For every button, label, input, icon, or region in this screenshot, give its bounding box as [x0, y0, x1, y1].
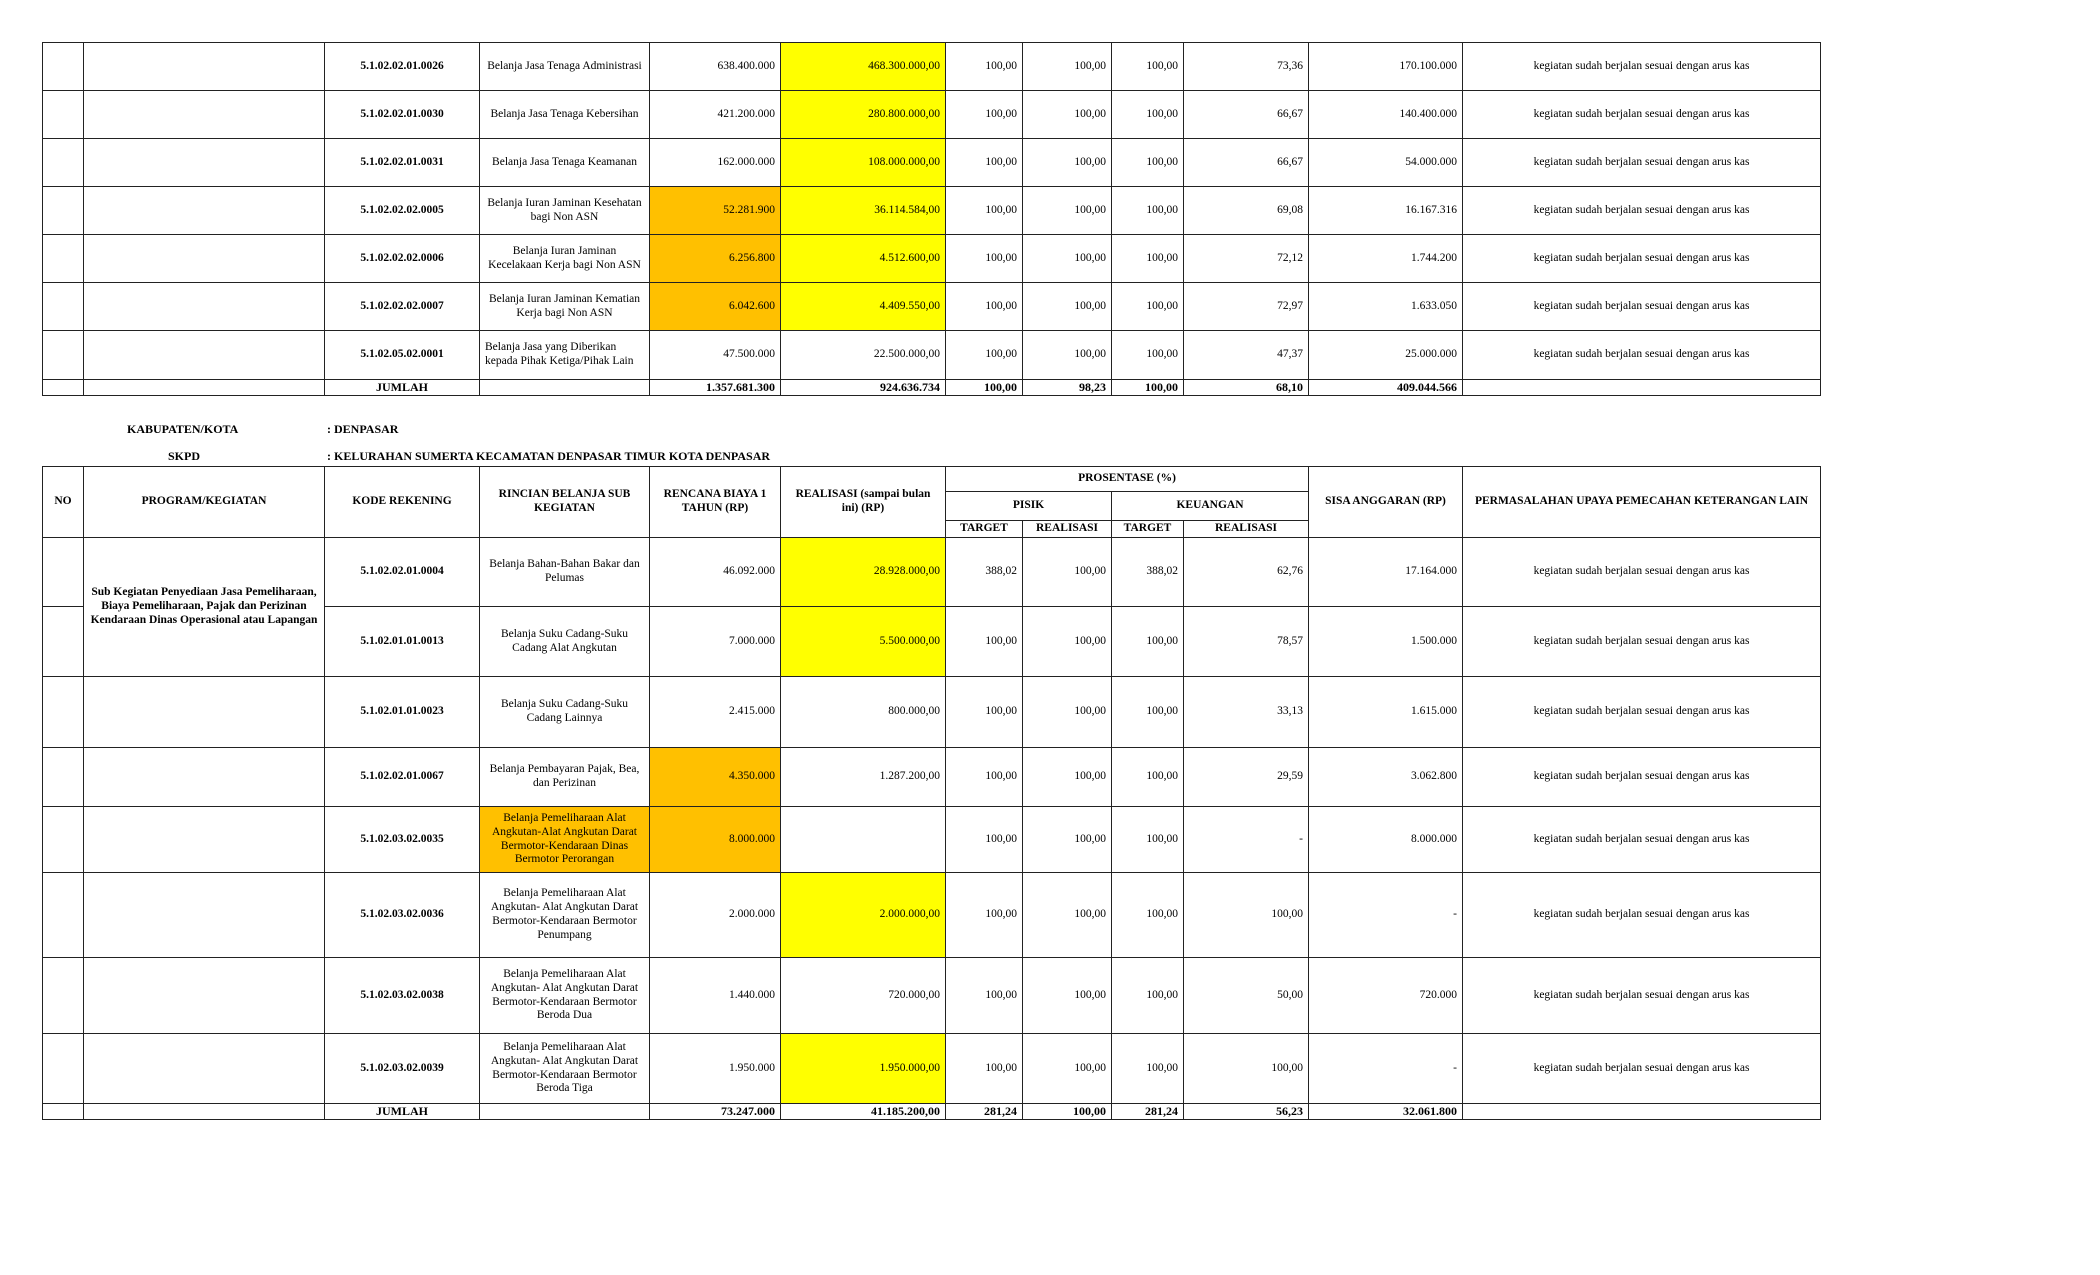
pisik-realisasi: 100,00	[1023, 607, 1112, 677]
keuangan-target: 100,00	[1112, 43, 1184, 91]
kode-rekening: 5.1.02.03.02.0035	[325, 807, 480, 873]
program-kegiatan-empty	[84, 677, 325, 748]
row-no-cell	[43, 235, 84, 283]
pisik-realisasi: 100,00	[1023, 91, 1112, 139]
header-keuangan: KEUANGAN	[1112, 492, 1309, 521]
kode-rekening: 5.1.02.03.02.0039	[325, 1034, 480, 1104]
program-kegiatan-empty	[84, 139, 325, 187]
rencana-biaya: 421.200.000	[650, 91, 781, 139]
sisa-anggaran: 720.000	[1309, 958, 1463, 1034]
skpd-label: SKPD	[168, 449, 201, 463]
kode-rekening: 5.1.02.02.01.0026	[325, 43, 480, 91]
rencana-biaya: 52.281.900	[650, 187, 781, 235]
pisik-realisasi: 100,00	[1023, 677, 1112, 748]
program-kegiatan-empty	[84, 43, 325, 91]
row-no-cell	[43, 43, 84, 91]
keuangan-realisasi: 29,59	[1184, 748, 1309, 807]
pisik-realisasi: 100,00	[1023, 139, 1112, 187]
rencana-biaya: 638.400.000	[650, 43, 781, 91]
pisik-target: 100,00	[946, 187, 1023, 235]
keterangan: kegiatan sudah berjalan sesuai dengan arus kas	[1463, 958, 1821, 1034]
sisa-anggaran: -	[1309, 1034, 1463, 1104]
row-no-cell	[43, 873, 84, 958]
total-no-cell	[43, 1104, 84, 1120]
rencana-biaya: 162.000.000	[650, 139, 781, 187]
kode-rekening: 5.1.02.03.02.0036	[325, 873, 480, 958]
budget-table-1	[42, 42, 1821, 396]
table-row	[43, 91, 1821, 139]
keuangan-realisasi: 72,12	[1184, 235, 1309, 283]
realisasi-rp	[781, 807, 946, 873]
keterangan: kegiatan sudah berjalan sesuai dengan arus kas	[1463, 139, 1821, 187]
table-row	[43, 187, 1821, 235]
keuangan-realisasi: 62,76	[1184, 538, 1309, 607]
rincian-belanja: Belanja Jasa Tenaga Kebersihan	[480, 91, 650, 139]
header-program: PROGRAM/KEGIATAN	[84, 467, 325, 538]
program-kegiatan: Sub Kegiatan Penyediaan Jasa Pemeliharaan, Biaya Pemeliharaan, Pajak dan Perizinan Kendaraan Dinas Operasional atau Lapangan	[84, 538, 325, 677]
pisik-target: 100,00	[946, 235, 1023, 283]
realisasi-rp: 28.928.000,00	[781, 538, 946, 607]
sisa-anggaran: 17.164.000	[1309, 538, 1463, 607]
keuangan-realisasi: 66,67	[1184, 139, 1309, 187]
total-row	[43, 380, 1821, 396]
rincian-belanja: Belanja Pemeliharaan Alat Angkutan- Alat Angkutan Darat Bermotor-Kendaraan Bermotor Beroda Tiga	[480, 1034, 650, 1104]
total-sisa: 409.044.566	[1309, 380, 1463, 396]
pisik-target: 100,00	[946, 283, 1023, 331]
keuangan-target: 100,00	[1112, 748, 1184, 807]
realisasi-rp: 4.512.600,00	[781, 235, 946, 283]
program-kegiatan-empty	[84, 235, 325, 283]
keuangan-realisasi: 100,00	[1184, 1034, 1309, 1104]
realisasi-rp: 4.409.550,00	[781, 283, 946, 331]
pisik-realisasi: 100,00	[1023, 235, 1112, 283]
realisasi-rp: 22.500.000,00	[781, 331, 946, 380]
header-no: NO	[43, 467, 84, 538]
keuangan-realisasi: 33,13	[1184, 677, 1309, 748]
realisasi-rp: 800.000,00	[781, 677, 946, 748]
table-row	[43, 43, 1821, 91]
sisa-anggaran: 25.000.000	[1309, 331, 1463, 380]
pisik-target: 100,00	[946, 748, 1023, 807]
pisik-target: 100,00	[946, 139, 1023, 187]
rencana-biaya: 7.000.000	[650, 607, 781, 677]
pisik-target: 100,00	[946, 607, 1023, 677]
row-no-cell	[43, 1034, 84, 1104]
keuangan-realisasi: 69,08	[1184, 187, 1309, 235]
total-keu-realisasi: 68,10	[1184, 380, 1309, 396]
table-row	[43, 283, 1821, 331]
total-pisik-target: 281,24	[946, 1104, 1023, 1120]
kode-rekening: 5.1.02.02.02.0007	[325, 283, 480, 331]
total-keterangan-cell	[1463, 380, 1821, 396]
rincian-belanja: Belanja Jasa yang Diberikan kepada Pihak Ketiga/Pihak Lain	[480, 331, 650, 380]
table-row	[43, 235, 1821, 283]
sisa-anggaran: 8.000.000	[1309, 807, 1463, 873]
rincian-belanja: Belanja Iuran Jaminan Kecelakaan Kerja bagi Non ASN	[480, 235, 650, 283]
realisasi-rp: 1.287.200,00	[781, 748, 946, 807]
keuangan-target: 100,00	[1112, 1034, 1184, 1104]
row-no-cell	[43, 91, 84, 139]
skpd-value: : KELURAHAN SUMERTA KECAMATAN DENPASAR TIMUR KOTA DENPASAR	[327, 449, 771, 463]
kode-rekening: 5.1.02.01.01.0023	[325, 677, 480, 748]
sisa-anggaran: 1.633.050	[1309, 283, 1463, 331]
table-row	[43, 748, 1821, 807]
program-kegiatan-empty	[84, 91, 325, 139]
kode-rekening: 5.1.02.05.02.0001	[325, 331, 480, 380]
keuangan-realisasi: 72,97	[1184, 283, 1309, 331]
row-no-cell	[43, 677, 84, 748]
rencana-biaya: 4.350.000	[650, 748, 781, 807]
rincian-belanja: Belanja Jasa Tenaga Keamanan	[480, 139, 650, 187]
header-rincian: RINCIAN BELANJA SUB KEGIATAN	[480, 467, 650, 538]
program-kegiatan-empty	[84, 331, 325, 380]
rencana-biaya: 6.042.600	[650, 283, 781, 331]
total-pisik-realisasi: 98,23	[1023, 380, 1112, 396]
keuangan-realisasi: 66,67	[1184, 91, 1309, 139]
keuangan-realisasi: 73,36	[1184, 43, 1309, 91]
keuangan-target: 100,00	[1112, 958, 1184, 1034]
total-rincian-cell	[480, 380, 650, 396]
rincian-belanja: Belanja Bahan-Bahan Bakar dan Pelumas	[480, 538, 650, 607]
rencana-biaya: 6.256.800	[650, 235, 781, 283]
keterangan: kegiatan sudah berjalan sesuai dengan arus kas	[1463, 538, 1821, 607]
header-keterangan: PERMASALAHAN UPAYA PEMECAHAN KETERANGAN LAIN	[1463, 467, 1821, 538]
pisik-target: 100,00	[946, 958, 1023, 1034]
pisik-realisasi: 100,00	[1023, 283, 1112, 331]
table-row	[43, 139, 1821, 187]
realisasi-rp: 280.800.000,00	[781, 91, 946, 139]
keterangan: kegiatan sudah berjalan sesuai dengan arus kas	[1463, 607, 1821, 677]
rincian-belanja: Belanja Iuran Jaminan Kesehatan bagi Non ASN	[480, 187, 650, 235]
kode-rekening: 5.1.02.02.02.0006	[325, 235, 480, 283]
keuangan-target: 100,00	[1112, 91, 1184, 139]
pisik-target: 100,00	[946, 331, 1023, 380]
table-row	[43, 677, 1821, 748]
pisik-realisasi: 100,00	[1023, 873, 1112, 958]
keterangan: kegiatan sudah berjalan sesuai dengan arus kas	[1463, 187, 1821, 235]
budget-table-2	[42, 466, 1821, 1120]
table-row	[43, 538, 1821, 607]
kode-rekening: 5.1.02.02.02.0005	[325, 187, 480, 235]
row-no-cell	[43, 807, 84, 873]
total-label: JUMLAH	[325, 1104, 480, 1120]
pisik-target: 100,00	[946, 677, 1023, 748]
rencana-biaya: 2.415.000	[650, 677, 781, 748]
keuangan-realisasi: 50,00	[1184, 958, 1309, 1034]
pisik-realisasi: 100,00	[1023, 538, 1112, 607]
rencana-biaya: 46.092.000	[650, 538, 781, 607]
keuangan-target: 100,00	[1112, 139, 1184, 187]
row-no-cell	[43, 607, 84, 677]
keuangan-target: 100,00	[1112, 677, 1184, 748]
row-no-cell	[43, 139, 84, 187]
pisik-target: 100,00	[946, 91, 1023, 139]
total-pisik-target: 100,00	[946, 380, 1023, 396]
keuangan-target: 100,00	[1112, 607, 1184, 677]
row-no-cell	[43, 958, 84, 1034]
header-pisik-target: TARGET	[946, 521, 1023, 538]
pisik-realisasi: 100,00	[1023, 43, 1112, 91]
total-program-cell	[84, 380, 325, 396]
kode-rekening: 5.1.02.03.02.0038	[325, 958, 480, 1034]
header-keu-realisasi: REALISASI	[1184, 521, 1309, 538]
realisasi-rp: 5.500.000,00	[781, 607, 946, 677]
table-row	[43, 807, 1821, 873]
table-row	[43, 331, 1821, 380]
keterangan: kegiatan sudah berjalan sesuai dengan arus kas	[1463, 91, 1821, 139]
header-sisa: SISA ANGGARAN (RP)	[1309, 467, 1463, 538]
kode-rekening: 5.1.02.02.01.0031	[325, 139, 480, 187]
pisik-target: 388,02	[946, 538, 1023, 607]
total-rincian-cell	[480, 1104, 650, 1120]
rincian-belanja: Belanja Pembayaran Pajak, Bea, dan Perizinan	[480, 748, 650, 807]
keterangan: kegiatan sudah berjalan sesuai dengan arus kas	[1463, 873, 1821, 958]
rencana-biaya: 1.440.000	[650, 958, 781, 1034]
header-pisik-realisasi: REALISASI	[1023, 521, 1112, 538]
realisasi-rp: 720.000,00	[781, 958, 946, 1034]
keuangan-target: 388,02	[1112, 538, 1184, 607]
kode-rekening: 5.1.02.02.01.0030	[325, 91, 480, 139]
total-keterangan-cell	[1463, 1104, 1821, 1120]
keterangan: kegiatan sudah berjalan sesuai dengan arus kas	[1463, 235, 1821, 283]
row-no-cell	[43, 283, 84, 331]
keuangan-target: 100,00	[1112, 283, 1184, 331]
realisasi-rp: 108.000.000,00	[781, 139, 946, 187]
rencana-biaya: 2.000.000	[650, 873, 781, 958]
table-row	[43, 958, 1821, 1034]
rencana-biaya: 8.000.000	[650, 807, 781, 873]
header-kode: KODE REKENING	[325, 467, 480, 538]
keterangan: kegiatan sudah berjalan sesuai dengan arus kas	[1463, 807, 1821, 873]
total-rencana: 1.357.681.300	[650, 380, 781, 396]
rincian-belanja: Belanja Pemeliharaan Alat Angkutan- Alat Angkutan Darat Bermotor-Kendaraan Bermotor Penumpang	[480, 873, 650, 958]
table-row	[43, 1034, 1821, 1104]
program-kegiatan-empty	[84, 283, 325, 331]
program-kegiatan-empty	[84, 958, 325, 1034]
keterangan: kegiatan sudah berjalan sesuai dengan arus kas	[1463, 331, 1821, 380]
sisa-anggaran: 54.000.000	[1309, 139, 1463, 187]
header-pisik: PISIK	[946, 492, 1112, 521]
realisasi-rp: 36.114.584,00	[781, 187, 946, 235]
sisa-anggaran: 140.400.000	[1309, 91, 1463, 139]
rincian-belanja: Belanja Pemeliharaan Alat Angkutan-Alat Angkutan Darat Bermotor-Kendaraan Dinas Bermotor Perorangan	[480, 807, 650, 873]
pisik-realisasi: 100,00	[1023, 187, 1112, 235]
row-no-cell	[43, 538, 84, 607]
total-sisa: 32.061.800	[1309, 1104, 1463, 1120]
kode-rekening: 5.1.02.02.01.0067	[325, 748, 480, 807]
pisik-target: 100,00	[946, 807, 1023, 873]
pisik-realisasi: 100,00	[1023, 958, 1112, 1034]
header-prosentase: PROSENTASE (%)	[946, 467, 1309, 492]
kode-rekening: 5.1.02.01.01.0013	[325, 607, 480, 677]
rencana-biaya: 1.950.000	[650, 1034, 781, 1104]
kode-rekening: 5.1.02.02.01.0004	[325, 538, 480, 607]
program-kegiatan-empty	[84, 748, 325, 807]
total-keu-realisasi: 56,23	[1184, 1104, 1309, 1120]
row-no-cell	[43, 187, 84, 235]
pisik-realisasi: 100,00	[1023, 331, 1112, 380]
total-keu-target: 281,24	[1112, 1104, 1184, 1120]
keterangan: kegiatan sudah berjalan sesuai dengan arus kas	[1463, 1034, 1821, 1104]
pisik-realisasi: 100,00	[1023, 748, 1112, 807]
kabupaten-value: : DENPASAR	[327, 422, 399, 436]
rencana-biaya: 47.500.000	[650, 331, 781, 380]
pisik-target: 100,00	[946, 43, 1023, 91]
row-no-cell	[43, 331, 84, 380]
program-kegiatan-empty	[84, 187, 325, 235]
keuangan-target: 100,00	[1112, 331, 1184, 380]
keuangan-target: 100,00	[1112, 187, 1184, 235]
keuangan-realisasi: 100,00	[1184, 873, 1309, 958]
kabupaten-label: KABUPATEN/KOTA	[127, 422, 239, 436]
header-realisasi: REALISASI (sampai bulan ini) (RP)	[781, 467, 946, 538]
rincian-belanja: Belanja Jasa Tenaga Administrasi	[480, 43, 650, 91]
rincian-belanja: Belanja Pemeliharaan Alat Angkutan- Alat Angkutan Darat Bermotor-Kendaraan Bermotor Beroda Dua	[480, 958, 650, 1034]
keuangan-target: 100,00	[1112, 807, 1184, 873]
sisa-anggaran: 1.744.200	[1309, 235, 1463, 283]
sisa-anggaran: -	[1309, 873, 1463, 958]
pisik-target: 100,00	[946, 1034, 1023, 1104]
sisa-anggaran: 16.167.316	[1309, 187, 1463, 235]
total-pisik-realisasi: 100,00	[1023, 1104, 1112, 1120]
realisasi-rp: 468.300.000,00	[781, 43, 946, 91]
keuangan-realisasi: 78,57	[1184, 607, 1309, 677]
rincian-belanja: Belanja Iuran Jaminan Kematian Kerja bagi Non ASN	[480, 283, 650, 331]
total-rencana: 73.247.000	[650, 1104, 781, 1120]
realisasi-rp: 1.950.000,00	[781, 1034, 946, 1104]
pisik-realisasi: 100,00	[1023, 807, 1112, 873]
pisik-target: 100,00	[946, 873, 1023, 958]
keterangan: kegiatan sudah berjalan sesuai dengan arus kas	[1463, 748, 1821, 807]
sisa-anggaran: 1.615.000	[1309, 677, 1463, 748]
keterangan: kegiatan sudah berjalan sesuai dengan arus kas	[1463, 43, 1821, 91]
keterangan: kegiatan sudah berjalan sesuai dengan arus kas	[1463, 677, 1821, 748]
program-kegiatan-empty	[84, 807, 325, 873]
keterangan: kegiatan sudah berjalan sesuai dengan arus kas	[1463, 283, 1821, 331]
program-kegiatan-empty	[84, 873, 325, 958]
total-no-cell	[43, 380, 84, 396]
row-no-cell	[43, 748, 84, 807]
sisa-anggaran: 170.100.000	[1309, 43, 1463, 91]
keuangan-target: 100,00	[1112, 235, 1184, 283]
header-keu-target: TARGET	[1112, 521, 1184, 538]
rincian-belanja: Belanja Suku Cadang-Suku Cadang Alat Angkutan	[480, 607, 650, 677]
total-realisasi: 41.185.200,00	[781, 1104, 946, 1120]
keuangan-realisasi: 47,37	[1184, 331, 1309, 380]
sisa-anggaran: 3.062.800	[1309, 748, 1463, 807]
total-realisasi: 924.636.734	[781, 380, 946, 396]
table-row	[43, 873, 1821, 958]
header-rencana: RENCANA BIAYA 1 TAHUN (RP)	[650, 467, 781, 538]
program-kegiatan-empty	[84, 1034, 325, 1104]
total-program-cell	[84, 1104, 325, 1120]
total-label: JUMLAH	[325, 380, 480, 396]
total-keu-target: 100,00	[1112, 380, 1184, 396]
realisasi-rp: 2.000.000,00	[781, 873, 946, 958]
pisik-realisasi: 100,00	[1023, 1034, 1112, 1104]
total-row	[43, 1104, 1821, 1120]
keuangan-realisasi: -	[1184, 807, 1309, 873]
rincian-belanja: Belanja Suku Cadang-Suku Cadang Lainnya	[480, 677, 650, 748]
keuangan-target: 100,00	[1112, 873, 1184, 958]
sisa-anggaran: 1.500.000	[1309, 607, 1463, 677]
